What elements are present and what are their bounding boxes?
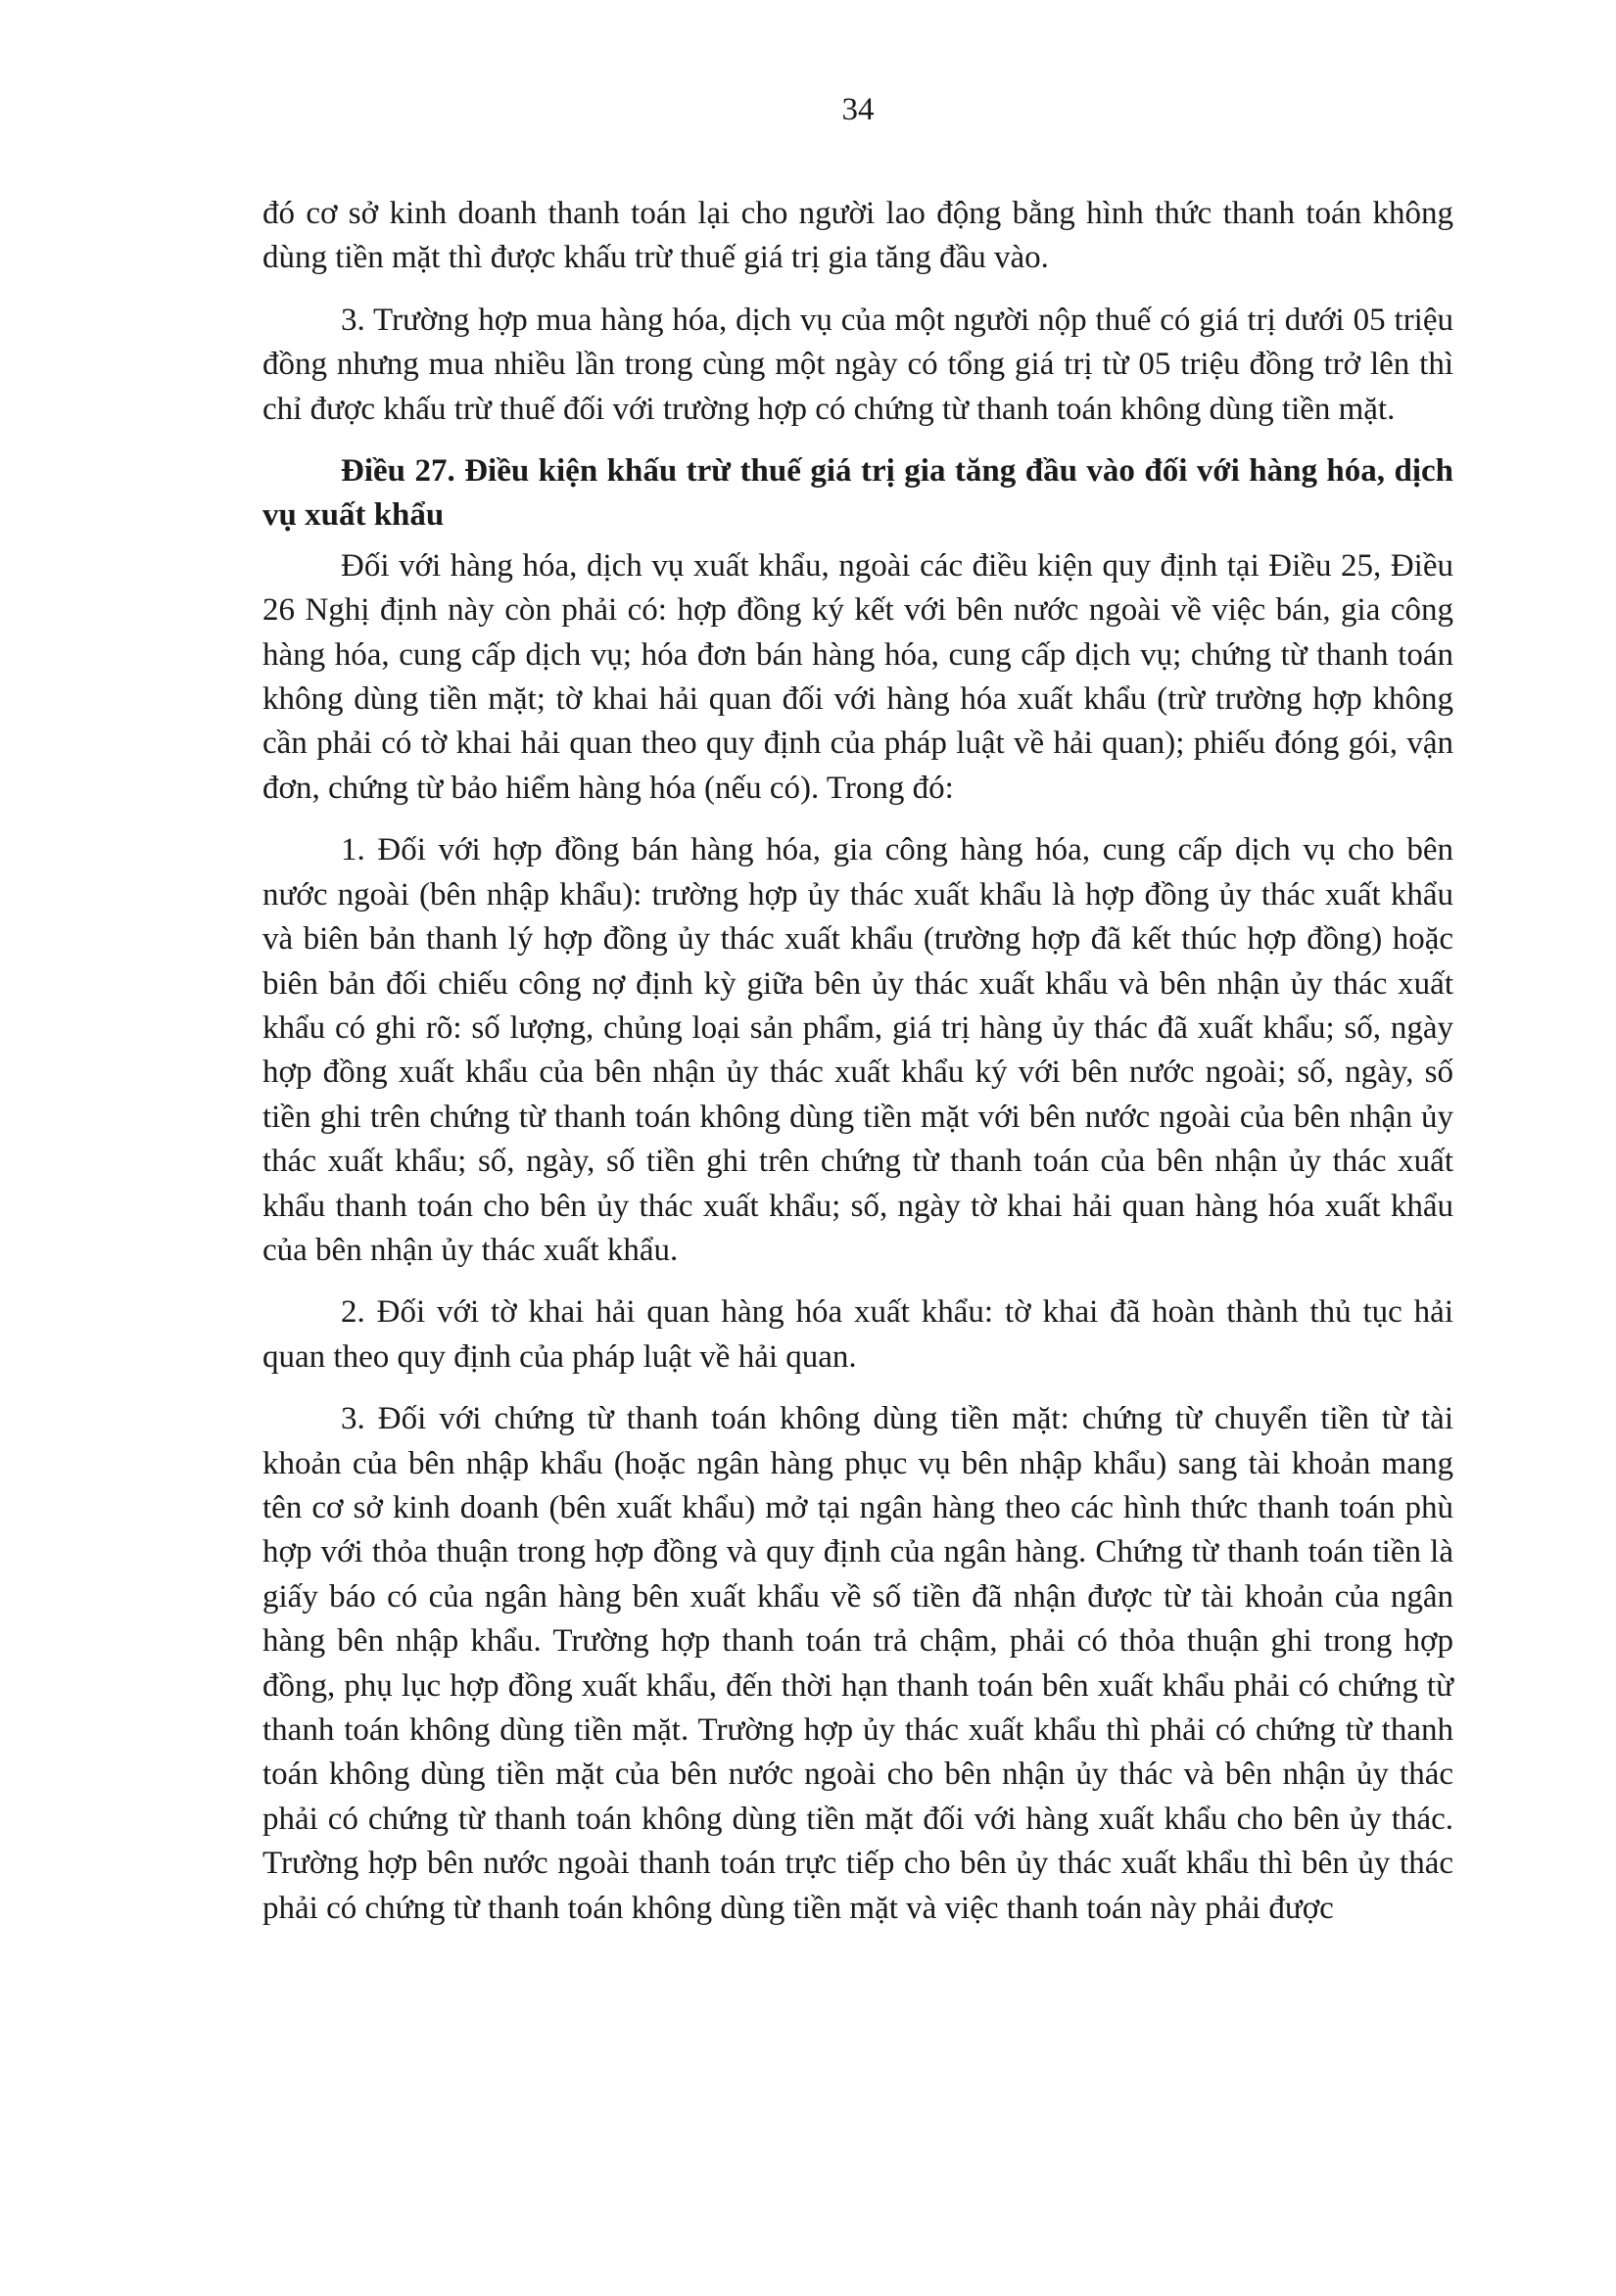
document-body bbox=[262, 192, 1453, 1948]
article-heading bbox=[262, 449, 1453, 539]
article-title: Điều kiện khấu trừ thuế giá trị gia tăng đầu vào đối với hàng hóa, dịch vụ xuất khẩu bbox=[262, 453, 1453, 534]
page-number: 34 bbox=[841, 92, 875, 127]
paragraph-clause-3: 3. Trường hợp mua hàng hóa, dịch vụ của một người nộp thuế có giá trị dưới 05 triệu đồng nhưng mua nhiều lần trong cùng một ngày có tổng giá trị từ 05 triệu đồng trở lên thì chỉ được khấu trừ thuế đối với trường hợp có chứng từ thanh toán không dùng tiền mặt. bbox=[262, 302, 1453, 427]
paragraph-item-2: 2. Đối với tờ khai hải quan hàng hóa xuất khẩu: tờ khai đã hoàn thành thủ tục hải quan theo quy định của pháp luật về hải quan. bbox=[262, 1294, 1453, 1375]
paragraph-item-1: 1. Đối với hợp đồng bán hàng hóa, gia công hàng hóa, cung cấp dịch vụ cho bên nước ngoài (bên nhập khẩu): trường hợp ủy thác xuất khẩu là hợp đồng ủy thác xuất khẩu và biên bản thanh lý hợp đồng ủy thác xuất khẩu (trường hợp đã kết thúc hợp đồng) hoặc biên bản đối chiếu công nợ định kỳ giữa bên ủy thác xuất khẩu và bên nhận ủy thác xuất khẩu có ghi rõ: số lượng, chủng loại sản phẩm, giá trị hàng ủy thác đã xuất khẩu; số, ngày hợp đồng xuất khẩu của bên nhận ủy thác xuất khẩu ký với bên nước ngoài; số, ngày, số tiền ghi trên chứng từ thanh toán không dùng tiền mặt với bên nước ngoài của bên nhận ủy thác xuất khẩu; số, ngày, số tiền ghi trên chứng từ thanh toán của bên nhận ủy thác xuất khẩu thanh toán cho bên ủy thác xuất khẩu; số, ngày tờ khai hải quan hàng hóa xuất khẩu của bên nhận ủy thác xuất khẩu. bbox=[262, 832, 1453, 1268]
paragraph-item-3: 3. Đối với chứng từ thanh toán không dùng tiền mặt: chứng từ chuyển tiền từ tài khoản của bên nhập khẩu (hoặc ngân hàng phục vụ bên nhập khẩu) sang tài khoản mang tên cơ sở kinh doanh (bên xuất khẩu) mở tại ngân hàng theo các hình thức thanh toán phù hợp với thỏa thuận trong hợp đồng và quy định của ngân hàng. Chứng từ thanh toán tiền là giấy báo có của ngân hàng bên xuất khẩu về số tiền đã nhận được từ tài khoản của ngân hàng bên nhập khẩu. Trường hợp thanh toán trả chậm, phải có thỏa thuận ghi trong hợp đồng, phụ lục hợp đồng xuất khẩu, đến thời hạn thanh toán bên xuất khẩu phải có chứng từ thanh toán không dùng tiền mặt. Trường hợp ủy thác xuất khẩu thì phải có chứng từ thanh toán không dùng tiền mặt của bên nước ngoài cho bên nhận ủy thác và bên nhận ủy thác phải có chứng từ thanh toán không dùng tiền mặt đối với hàng xuất khẩu cho bên ủy thác. Trường hợp bên nước ngoài thanh toán trực tiếp cho bên ủy thác xuất khẩu thì bên ủy thác phải có chứng từ thanh toán không dùng tiền mặt và việc thanh toán này phải được bbox=[262, 1401, 1453, 1926]
article-label: Điều 27. bbox=[341, 453, 455, 490]
paragraph-continuation: đó cơ sở kinh doanh thanh toán lại cho người lao động bằng hình thức thanh toán không dùng tiền mặt thì được khấu trừ thuế giá trị gia tăng đầu vào. bbox=[262, 196, 1453, 276]
paragraph-article-intro: Đối với hàng hóa, dịch vụ xuất khẩu, ngoài các điều kiện quy định tại Điều 25, Điều 26 Nghị định này còn phải có: hợp đồng ký kết với bên nước ngoài về việc bán, gia công hàng hóa, cung cấp dịch vụ; hóa đơn bán hàng hóa, cung cấp dịch vụ; chứng từ thanh toán không dùng tiền mặt; tờ khai hải quan đối với hàng hóa xuất khẩu (trừ trường hợp không cần phải có tờ khai hải quan theo quy định của pháp luật về hải quan); phiếu đóng gói, vận đơn, chứng từ bảo hiểm hàng hóa (nếu có). Trong đó: bbox=[262, 547, 1453, 806]
